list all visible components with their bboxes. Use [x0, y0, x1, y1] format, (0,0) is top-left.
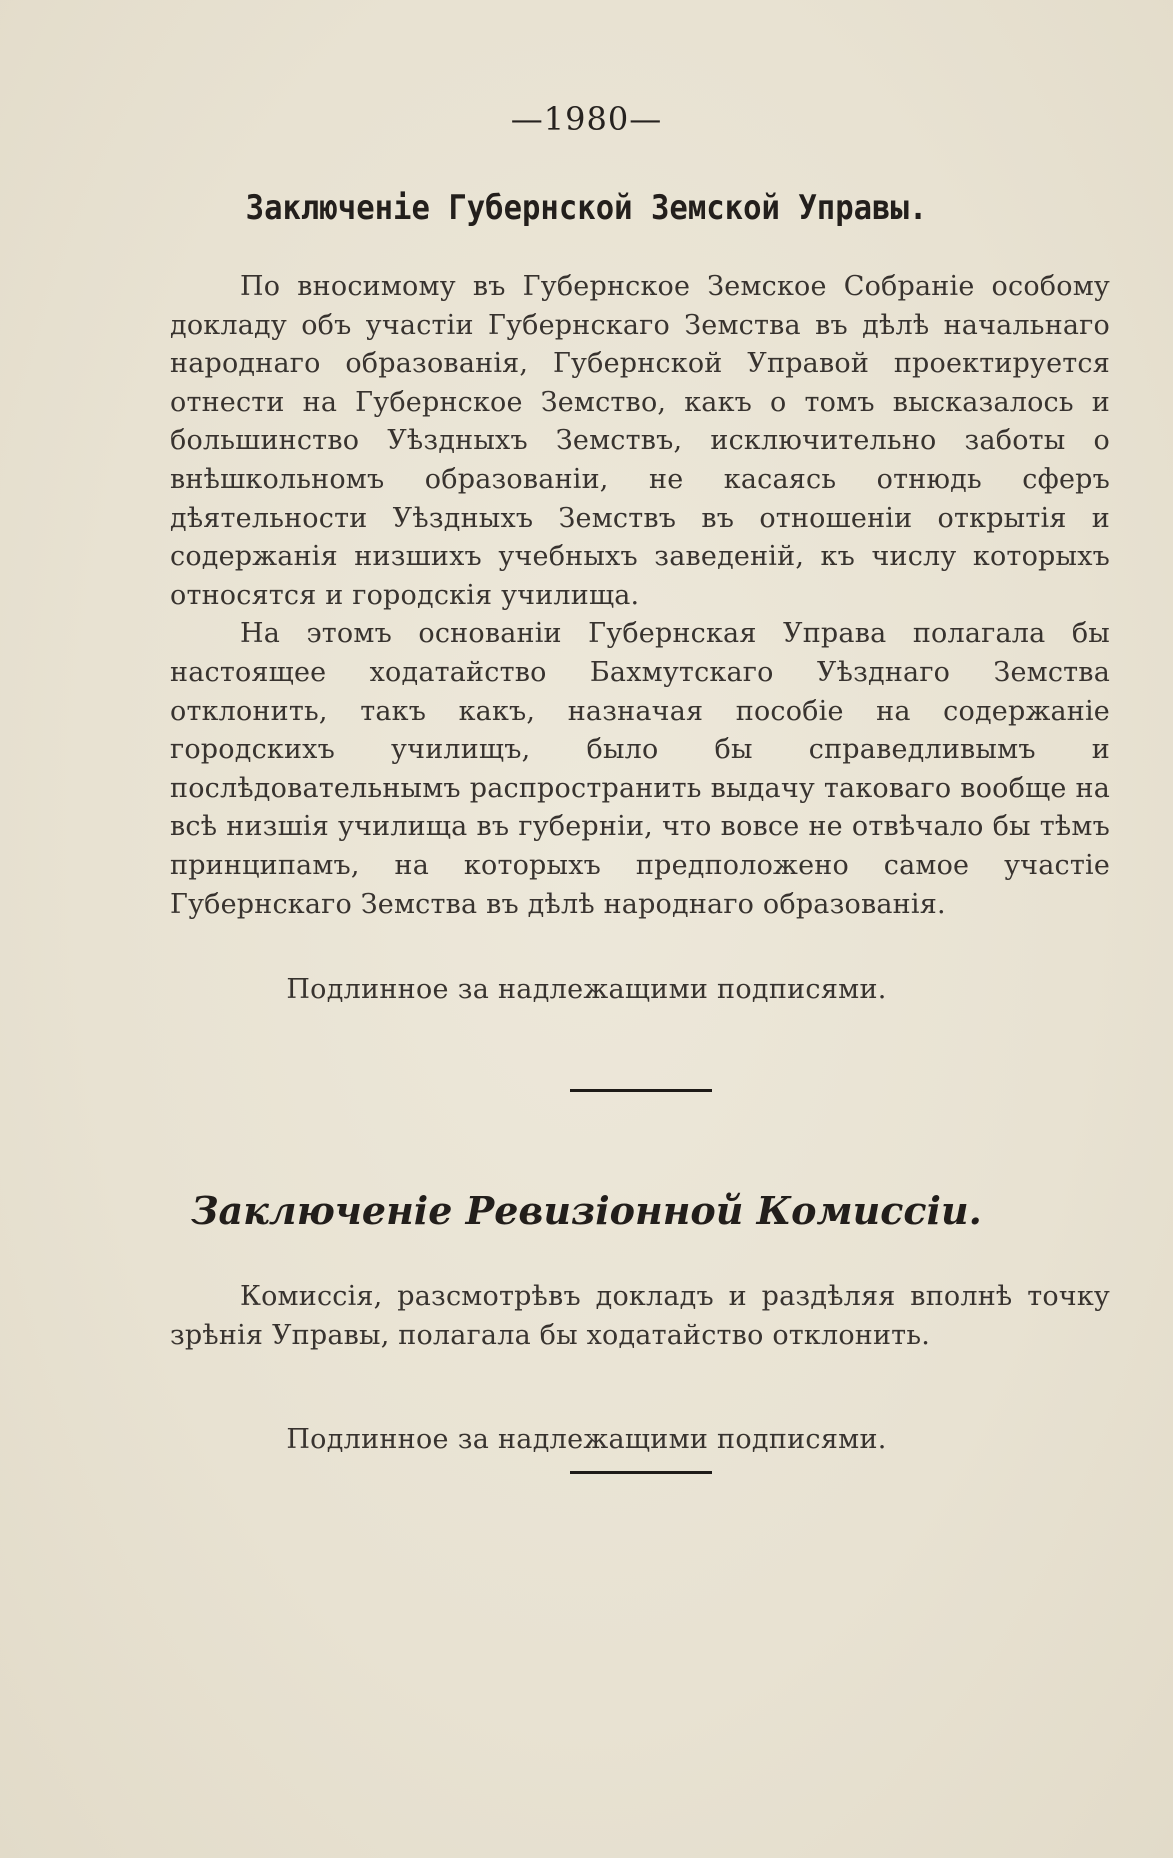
section-2-title: Заключенiе Ревизiонной Комиссiи.: [191, 1188, 982, 1233]
section-2-body: [170, 1278, 1110, 1355]
section-2-signature: Подлинное за надлежащими подписями.: [286, 1424, 887, 1455]
end-divider: [570, 1471, 712, 1474]
section-1-paragraph-1: По вносимому въ Губернское Земское Собранiе особому докладу объ участiи Губернскаго Земства въ дѣлѣ начальнаго народнаго образованiя, Губернской Управой проектируется отнести на Губернское Земство, какъ о томъ высказалось и большинство Уѣздныхъ Земствъ, исключительно заботы о внѣшкольномъ образованiи, не касаясь отнюдь сферъ дѣятельности Уѣздныхъ Земствъ въ отношенiи открытiя и содержанiя низшихъ учебныхъ заведенiй, къ числу которыхъ относятся и городскiя училища.: [170, 271, 1110, 611]
page-number: —1980—: [510, 100, 663, 138]
section-1-title: Заключенiе Губернской Земской Управы.: [245, 188, 928, 228]
section-divider: [570, 1089, 712, 1092]
section-1-signature: Подлинное за надлежащими подписями.: [286, 974, 887, 1005]
section-1-paragraph-2: На этомъ основанiи Губернская Управа полагала бы настоящее ходатайство Бахмутскаго Уѣзднаго Земства отклонить, такъ какъ, назначая пособiе на содержанiе городскихъ училищъ, было бы справедливымъ и послѣдовательнымъ распространить выдачу таковаго вообще на всѣ низшiя училища въ губернiи, что вовсе не отвѣчало бы тѣмъ принципамъ, на которыхъ предположено самое участiе Губернскаго Земства въ дѣлѣ народнаго образованiя.: [170, 618, 1110, 920]
section-1-body: [170, 268, 1110, 924]
section-2-paragraph-1: Комиссiя, разсмотрѣвъ докладъ и раздѣляя вполнѣ точку зрѣнiя Управы, полагала бы ходатайство отклонить.: [170, 1281, 1110, 1351]
